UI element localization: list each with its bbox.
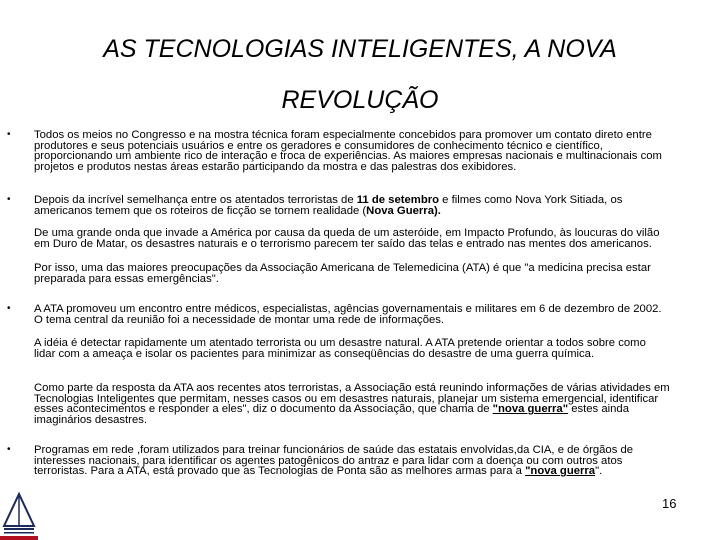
text-run: esses acontecimentos e responder a eles", diz o documento da Associação, que chama de: [34, 403, 493, 416]
text-run: americanos temem que os roteiros de ficção se tornem realidade (: [34, 204, 367, 217]
nova-guerra-highlight: Nova Guerra).: [366, 204, 441, 217]
nova-guerra-highlight: "nova guerra: [525, 465, 596, 478]
paragraph-line: [34, 206, 716, 217]
paragraph-line: produtores e seus potenciais usuários e entre os geradores e consumidores de conhecimento técnico e científico,: [34, 139, 603, 152]
paragraph-line: Todos os meios no Congresso e na mostra técnica foram especialmente concebidos para promover um contato direto entre: [34, 129, 652, 141]
page-number: 16: [662, 496, 677, 511]
paragraph-2-cont-a: [34, 228, 716, 249]
paragraph-3-cont-a: [34, 338, 716, 359]
paragraph-line: Tecnologias Inteligentes que permitam, nesses casos ou em desastres naturais, planejar um sistema emergencial, identificar: [34, 392, 659, 405]
paragraph-line: De uma grande onda que invade a América por causa da queda de um asteróide, em Impacto Profundo, às loucuras do vilão: [34, 227, 660, 239]
paragraph-line: A ATA promoveu um encontro entre médicos, especialistas, agências governamentais e militares em 6 de dezembro de 2002.: [34, 303, 662, 315]
paragraph-line: [34, 466, 716, 477]
institution-logo: [0, 490, 38, 540]
paragraph-line: em Duro de Matar, os desastres naturais e o terrorismo parecem ter saído das telas e entrado nas mentes dos americanos.: [34, 237, 652, 250]
paragraph-2: [34, 195, 716, 216]
paragraph-line: interesses nacionais, para identificar os agentes patogênicos do antraz e para lidar com a doença ou com outros atos: [34, 454, 623, 467]
slide-title: [0, 24, 720, 126]
text-run: Depois da incrível semelhança entre os atentados terroristas de: [34, 194, 357, 206]
bullet-4: •: [7, 444, 11, 455]
date-highlight: 11 de setembro: [356, 194, 440, 206]
paragraph-line: preparada para essas emergências".: [34, 272, 219, 285]
bullet-3: •: [7, 303, 11, 314]
paragraph-3: [34, 304, 716, 325]
paragraph-line: Programas em rede ,foram utilizados para treinar funcionários de saúde das estatais envolvidas,da CIA, e de órgãos de: [34, 444, 634, 456]
paragraph-line: lidar com a ameaça e isolar os pacientes para minimizar as conseqüências do desastre de uma guerra química.: [34, 347, 595, 360]
paragraph-line: imaginários desastres.: [34, 413, 148, 426]
paragraph-1: [34, 130, 716, 172]
paragraph-3-cont-b: [34, 383, 716, 425]
paragraph-line: projetos e produtos nestas áreas estarão participando da mostra e das palestras dos exibidores.: [34, 160, 517, 173]
paragraph-2-cont-b: [34, 263, 716, 284]
paragraph-line: proporcionando um ambiente rico de interação e troca de experiências. As maiores empresas nacionais e multinacionais com: [34, 150, 662, 163]
nova-guerra-highlight: "nova guerra": [492, 403, 569, 416]
text-run: estes ainda: [568, 403, 629, 416]
bullet-2: •: [7, 194, 11, 205]
title-line-1: AS TECNOLOGIAS INTELIGENTES, A NOVA: [103, 35, 617, 63]
text-run: ".: [595, 465, 603, 478]
text-run: e filmes como Nova York Sitiada, os: [439, 194, 623, 206]
title-line-2: REVOLUÇÃO: [281, 86, 439, 114]
text-run: terroristas. Para a ATA, está provado que as Tecnologias de Ponta são as melhores armas para a: [34, 465, 526, 478]
paragraph-line: Por isso, uma das maiores preocupações da Associação Americana de Telemedicina (ATA) é que "a medicina precisa estar: [34, 262, 651, 274]
paragraph-4: [34, 445, 716, 477]
paragraph-line: A idéia é detectar rapidamente um atentado terrorista ou um desastre natural. A ATA pretende orientar a todos sobre como: [34, 337, 646, 349]
paragraph-line: Como parte da resposta da ATA aos recentes atos terroristas, a Associação está reunindo informações de várias atividades em: [34, 382, 670, 394]
paragraph-line: O tema central da reunião foi a necessidade de montar uma rede de informações.: [34, 313, 445, 326]
bullet-1: •: [7, 129, 11, 140]
